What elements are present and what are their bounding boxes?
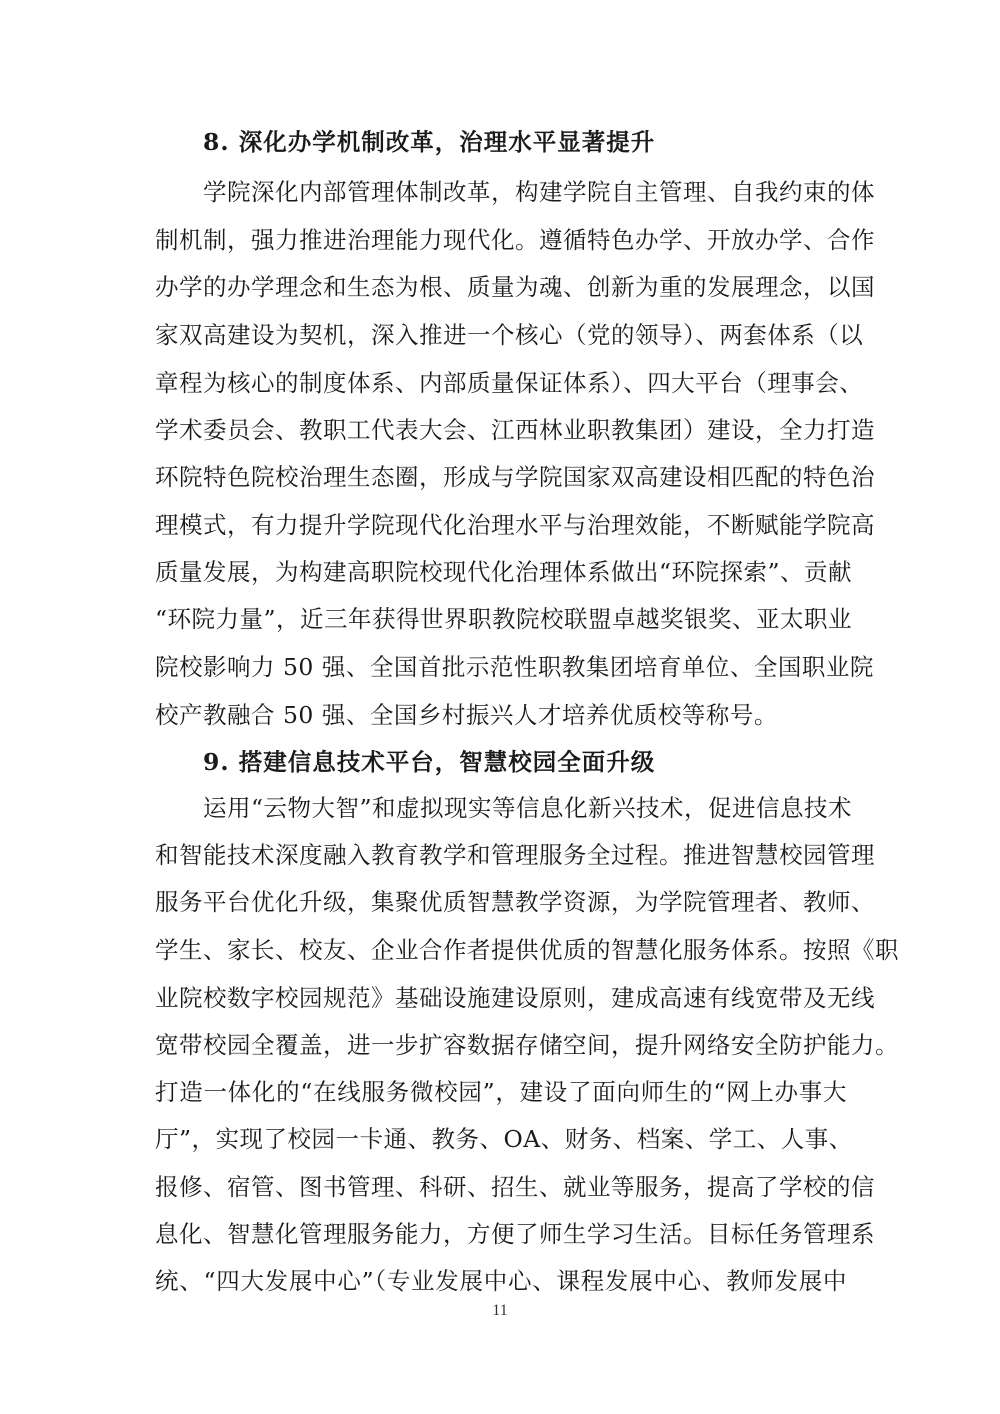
- section-9-line: 统、“四大发展中心”（专业发展中心、课程发展中心、教师发展中: [155, 1267, 847, 1295]
- section-8-line: 院校影响力 50 强、全国首批示范性职教集团培育单位、全国职业院: [155, 653, 874, 681]
- section-8-line: 制机制，强力推进治理能力现代化。遵循特色办学、开放办学、合作: [155, 226, 875, 254]
- section-8-line: 校产教融合 50 强、全国乡村振兴人才培养优质校等称号。: [155, 701, 778, 729]
- section-9-line: 业院校数字校园规范》基础设施建设原则，建成高速有线宽带及无线: [155, 984, 875, 1012]
- section-9-line: 学生、家长、校友、企业合作者提供优质的智慧化服务体系。按照《职: [155, 936, 899, 964]
- section-8-line: 章程为核心的制度体系、内部质量保证体系）、四大平台（理事会、: [155, 369, 864, 397]
- section-8-heading: 8. 深化办学机制改革，治理水平显著提升: [203, 128, 656, 156]
- section-9-line: 打造一体化的“在线服务微校园”，建设了面向师生的“网上办事大: [155, 1078, 847, 1106]
- section-8-line: 学院深化内部管理体制改革，构建学院自主管理、自我约束的体: [203, 178, 875, 206]
- section-9-line: 息化、智慧化管理服务能力，方便了师生学习生活。目标任务管理系: [155, 1220, 875, 1248]
- section-9-line: 报修、宿管、图书管理、科研、招生、就业等服务，提高了学校的信: [155, 1173, 875, 1201]
- section-8-line: “环院力量”，近三年获得世界职教院校联盟卓越奖银奖、亚太职业: [155, 605, 853, 633]
- section-9-line: 和智能技术深度融入教育教学和管理服务全过程。推进智慧校园管理: [155, 841, 875, 869]
- section-9-heading: 9. 搭建信息技术平台，智慧校园全面升级: [203, 748, 656, 776]
- page-number: 11: [492, 1302, 508, 1319]
- section-9-line: 宽带校园全覆盖，进一步扩容数据存储空间，提升网络安全防护能力。: [155, 1031, 899, 1059]
- section-8-line: 家双高建设为契机，深入推进一个核心（党的领导）、两套体系（以: [155, 321, 864, 349]
- section-8-line: 质量发展，为构建高职院校现代化治理体系做出“环院探索”、贡献: [155, 558, 853, 586]
- section-9-line: 运用“云物大智”和虚拟现实等信息化新兴技术，促进信息技术: [203, 794, 853, 822]
- section-8-line: 理模式，有力提升学院现代化治理水平与治理效能，不断赋能学院高: [155, 511, 875, 539]
- section-8-line: 办学的办学理念和生态为根、质量为魂、创新为重的发展理念，以国: [155, 273, 875, 301]
- section-9-line: 厅”，实现了校园一卡通、教务、OA、财务、档案、学工、人事、: [155, 1125, 853, 1153]
- section-8-line: 学术委员会、教职工代表大会、江西林业职教集团）建设，全力打造: [155, 416, 875, 444]
- section-8-line: 环院特色院校治理生态圈，形成与学院国家双高建设相匹配的特色治: [155, 463, 875, 491]
- section-9-line: 服务平台优化升级，集聚优质智慧教学资源，为学院管理者、教师、: [155, 888, 875, 916]
